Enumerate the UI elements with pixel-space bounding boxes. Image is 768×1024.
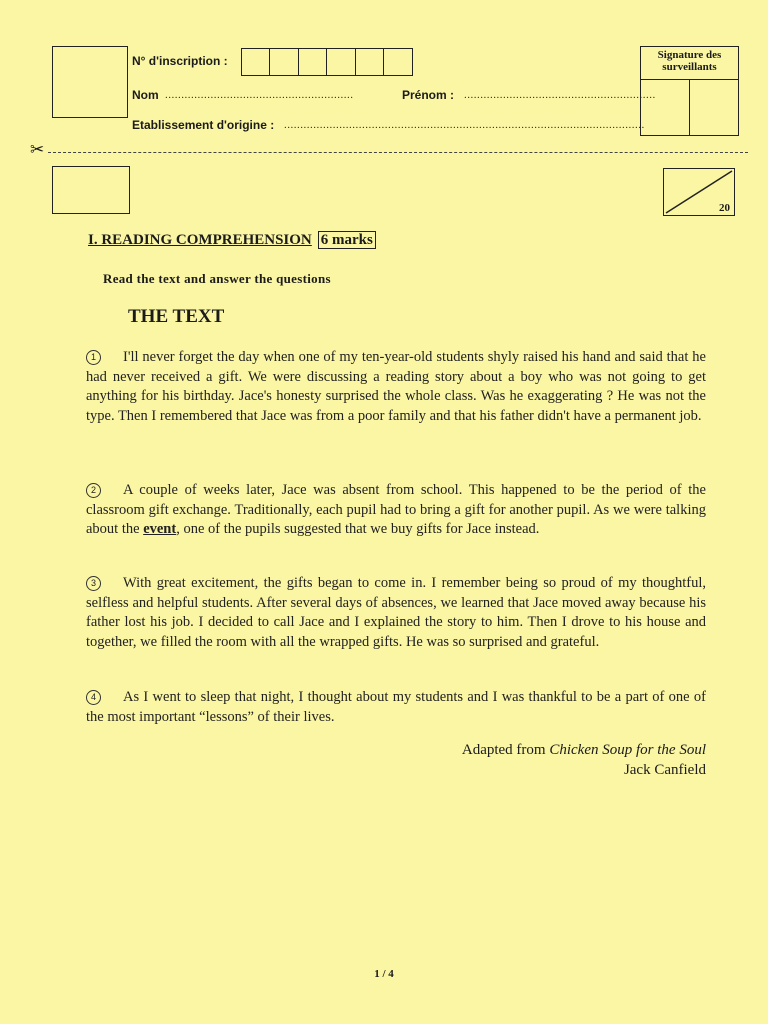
paragraph-text: With great excitement, the gifts began to come in. I remember being so proud of my thoughtful, selfless and helpful students. After several days of absences, we learned that Jace moved away because his father lost his job. I decided to call Jace and I explained the story to him. Then I drove to his house and together, we filled the room with all the wrapped gifts. He was so surprised and grateful. [86, 575, 706, 650]
section-instruction: Read the text and answer the questions [103, 271, 331, 286]
paragraph-3 [86, 574, 706, 652]
paragraph-2 [86, 481, 706, 540]
inscription-cell[interactable] [269, 48, 299, 76]
section-marks: 6 marks [318, 231, 376, 249]
score-box [663, 168, 735, 216]
cut-line [48, 152, 748, 153]
author-name: Jack Canfield [623, 762, 706, 778]
etablissement-field[interactable]: ............................................................................................................... [284, 119, 645, 131]
paragraph-1 [86, 348, 706, 426]
anonymous-code-box [52, 166, 130, 214]
prenom-field[interactable]: ........................................................... [464, 89, 656, 101]
section-title: I. READING COMPREHENSION [88, 232, 312, 248]
highlighted-word: event [143, 521, 177, 537]
nom-label: Nom [132, 88, 159, 102]
source-line [462, 742, 706, 759]
inscription-label: N° d'inscription : [132, 54, 228, 68]
source-prefix: Adapted from [461, 742, 546, 758]
photo-box-top [52, 46, 128, 118]
signature-cells [641, 79, 738, 136]
inscription-cell[interactable] [383, 48, 413, 76]
score-total: 20 [719, 202, 730, 214]
paragraph-number: 1 [86, 350, 101, 365]
paragraph-text: I'll never forget the day when one of my ten-year-old students shyly raised his hand and said that he had never received a gift. We were discussing a reading story about a boy who was not going to get anything for his birthday. Jace's honesty surprised the whole class. Was he exaggerating ? He was not the type. Then I remembered that Jace was from a poor family and that his father didn't have a permanent job. [86, 349, 706, 424]
inscription-cell[interactable] [241, 48, 271, 76]
paragraph-text-continued: , one of the pupils suggested that we buy gifts for Jace instead. [176, 521, 540, 537]
scissors-icon: ✂ [30, 140, 45, 159]
nom-field[interactable]: .......................................................... [165, 89, 354, 101]
inscription-cell[interactable] [298, 48, 328, 76]
paragraph-number: 4 [86, 690, 101, 705]
prenom-label: Prénom : [402, 88, 455, 102]
etablissement-label: Etablissement d'origine : [132, 118, 275, 132]
inscription-cell[interactable] [355, 48, 385, 76]
paragraph-text: As I went to sleep that night, I thought about my students and I was thankful to be a part of one of the most important “lessons” of their lives. [86, 689, 706, 725]
paragraph-number: 3 [86, 576, 101, 591]
paragraph-4 [86, 688, 706, 727]
inscription-number-boxes[interactable] [242, 48, 413, 76]
signature-title: Signature des surveillants [657, 49, 722, 73]
section-heading [88, 232, 376, 249]
text-heading: THE TEXT [128, 306, 225, 327]
signature-box [640, 46, 739, 136]
paragraph-text: A couple of weeks later, Jace was absent from school. This happened to be the period of the classroom gift exchange. Traditionally, each pupil had to bring a gift for another pupil. As we were talking about the [86, 482, 706, 537]
paragraph-number: 2 [86, 483, 101, 498]
inscription-cell[interactable] [326, 48, 356, 76]
page-number: 1 / 4 [374, 968, 394, 980]
source-title: Chicken Soup for the Soul [549, 742, 706, 758]
